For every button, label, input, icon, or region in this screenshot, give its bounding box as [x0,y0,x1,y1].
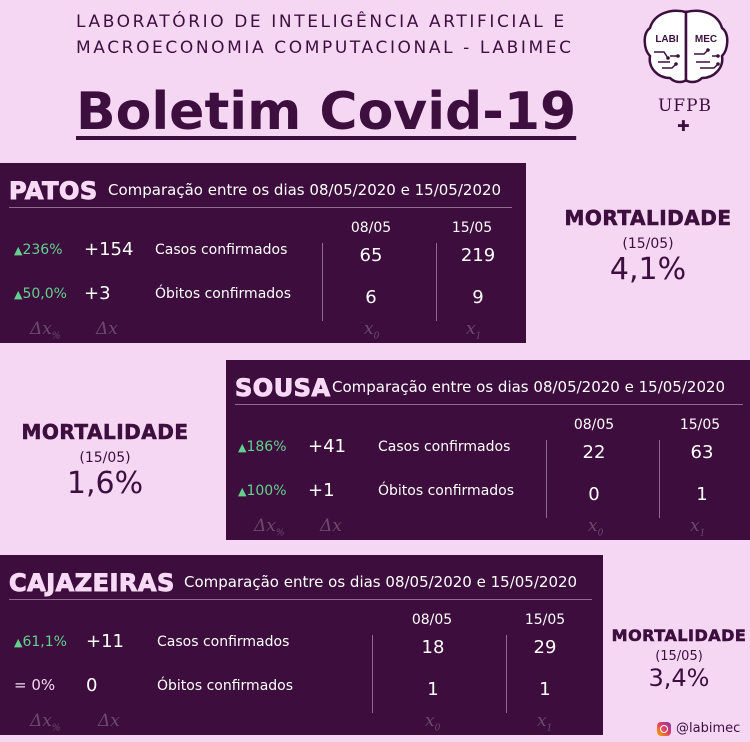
delta-symbol: Δx [320,516,342,536]
cases-absolute-change: +41 [308,436,346,457]
delta-symbol: Δx [98,711,120,731]
cases-label: Casos confirmados [155,242,288,258]
panel-cajazeiras [0,555,603,735]
mortality-title: MORTALIDADE [564,206,732,230]
up-arrow-icon: ▲ [14,288,23,301]
x0-symbol: $x_0$ [588,516,604,539]
delta-percent-symbol: $\Delta x_{\%}$ [254,516,285,539]
cases-value-date-1: 18 [421,637,445,658]
lab-name-line-2: MACROECONOMIA COMPUTACIONAL - LABIMEC [76,38,574,58]
column-divider [372,635,373,713]
deaths-percent-change: = 0% [14,676,56,694]
x1-symbol: $x_1$ [537,711,553,734]
column-date-1: 08/05 [573,417,615,433]
up-arrow-icon: ▲ [238,485,247,498]
logo-university-label: UFPB [657,96,713,116]
panel-sousa [226,360,750,540]
cases-label: Casos confirmados [378,439,511,455]
header-rule [9,207,512,208]
up-arrow-icon: ▲ [238,441,247,454]
column-divider [506,635,507,713]
mortality-value: 3,4% [648,664,710,692]
instagram-handle-text: @labimec [676,721,741,736]
page-title: Boletim Covid-19 [76,82,577,142]
up-arrow-icon: ▲ [14,636,23,649]
cases-absolute-change: +11 [86,631,124,652]
column-divider [659,440,660,518]
column-date-2: 15/05 [679,417,721,433]
logo-left-label: LABI [655,34,679,45]
column-date-2: 15/05 [451,220,493,236]
cases-percent-change: ▲186% [238,439,287,455]
city-name: CAJAZEIRAS [9,569,175,597]
deaths-value-date-1: 6 [365,287,377,308]
mortality-title: MORTALIDADE [611,626,747,645]
x0-symbol: $x_0$ [364,319,380,342]
column-date-1: 08/05 [350,220,392,236]
cases-value-date-1: 22 [582,442,606,463]
delta-percent-symbol: $\Delta x_{\%}$ [30,319,61,342]
column-divider [546,440,547,518]
deaths-absolute-change: +3 [84,283,111,304]
cases-value-date-2: 29 [533,637,557,658]
cases-absolute-change: +154 [84,239,134,260]
deaths-value-date-2: 9 [472,287,484,308]
column-date-2: 15/05 [524,612,566,628]
delta-percent-symbol: $\Delta x_{\%}$ [30,711,61,734]
comparison-text: Comparação entre os dias 08/05/2020 e 15/05/2020 [184,573,578,591]
cases-value-date-1: 65 [359,245,383,266]
mortality-value: 4,1% [609,252,687,287]
x0-symbol: $x_0$ [425,711,441,734]
instagram-icon [657,722,671,736]
column-divider [436,243,437,321]
cases-value-date-2: 63 [690,442,714,463]
comparison-text: Comparação entre os dias 08/05/2020 e 15/05/2020 [108,181,502,199]
city-name: PATOS [9,177,98,205]
deaths-absolute-change: 0 [86,675,98,696]
logo-cross-icon: ✚ [677,117,690,135]
deaths-value-date-2: 1 [539,679,551,700]
city-name: SOUSA [235,374,331,402]
column-divider [322,243,323,321]
deaths-label: Óbitos confirmados [378,483,515,499]
mortality-patos [553,206,743,287]
deaths-percent-change: ▲100% [238,483,287,499]
mortality-cajazeiras [608,626,750,692]
deaths-value-date-2: 1 [696,484,708,505]
cases-value-date-2: 219 [460,245,496,266]
panel-patos [0,163,526,343]
deaths-absolute-change: +1 [308,480,335,501]
cases-percent-change: ▲236% [14,242,63,258]
logo-right-label: MEC [694,34,718,45]
mortality-value: 1,6% [66,466,144,501]
deaths-percent-change: ▲50,0% [14,286,67,302]
x1-symbol: $x_1$ [690,516,706,539]
up-arrow-icon: ▲ [14,244,23,257]
instagram-handle[interactable] [657,721,740,736]
comparison-text: Comparação entre os dias 08/05/2020 e 15/05/2020 [332,378,726,396]
delta-symbol: Δx [96,319,118,339]
mortality-title: MORTALIDADE [21,420,189,444]
mortality-sousa [0,420,210,501]
x1-symbol: $x_1$ [466,319,482,342]
header-rule [235,404,743,405]
cases-label: Casos confirmados [157,634,290,650]
column-date-1: 08/05 [411,612,453,628]
cases-percent-change: ▲61,1% [14,634,67,650]
mortality-date: (15/05) [622,236,674,252]
deaths-label: Óbitos confirmados [157,678,294,694]
lab-name-line-1: LABORATÓRIO DE INTELIGÊNCIA ARTIFICIAL E [76,12,567,32]
deaths-label: Óbitos confirmados [155,286,292,302]
header-rule [9,599,592,600]
mortality-date: (15/05) [79,450,131,466]
deaths-value-date-1: 0 [588,484,600,505]
mortality-date: (15/05) [655,649,703,664]
deaths-value-date-1: 1 [427,679,439,700]
